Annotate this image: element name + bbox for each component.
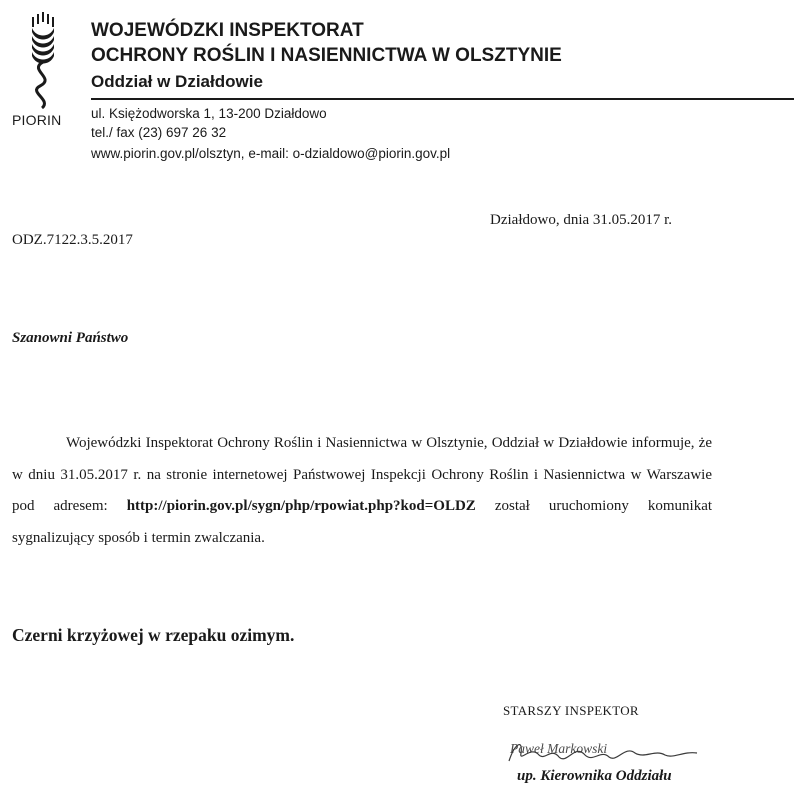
signature-title: STARSZY INSPEKTOR	[503, 703, 639, 718]
institution-name-line1: WOJEWÓDZKI INSPEKTORAT	[91, 20, 364, 41]
reference-number: ODZ.7122.3.5.2017	[12, 232, 133, 248]
wheat-logo-icon	[26, 12, 60, 110]
institution-name-line2: OCHRONY ROŚLIN I NASIENNICTWA W OLSZTYNIE	[91, 45, 562, 66]
web-email-line: www.piorin.gov.pl/olsztyn, e-mail: o-dzialdowo@piorin.gov.pl	[91, 146, 451, 161]
piorin-logo	[12, 12, 74, 132]
address-line: ul. Księżodworska 1, 13-200 Działdowo	[91, 106, 327, 121]
header-divider	[91, 98, 794, 100]
handwritten-signature	[505, 735, 705, 769]
body-text-before-link: Wojewódzki Inspektorat Ochrony Roślin i Nasiennictwa w Olsztynie, Oddział w Działdowie informuje, że w dniu 31.05.2017 r. na stronie internetowej Państwowej Inspekcji Ochrony Roślin i Nasiennictwa w Warszawie pod adresem:	[12, 435, 712, 514]
body-text-after-link: został uruchomiony komunikat sygnalizujący sposób i termin zwalczania.	[12, 498, 713, 546]
body-paragraph	[12, 428, 712, 554]
subject-line: Czerni krzyżowej w rzepaku ozimym.	[12, 625, 295, 645]
signatory-name: Paweł Markowski	[510, 741, 608, 756]
phone-line: tel./ fax (23) 697 26 32	[91, 125, 227, 140]
branch-name: Oddział w Działdowie	[91, 72, 263, 91]
greeting: Szanowni Państwo	[12, 330, 129, 346]
place-date: Działdowo, dnia 31.05.2017 r.	[490, 212, 673, 228]
logo-text: PIORIN	[12, 112, 62, 128]
web-link[interactable]: http://piorin.gov.pl/sygn/php/rpowiat.php?kod=OLDZ	[126, 498, 476, 514]
signatory-role: up. Kierownika Oddziału	[517, 768, 672, 784]
